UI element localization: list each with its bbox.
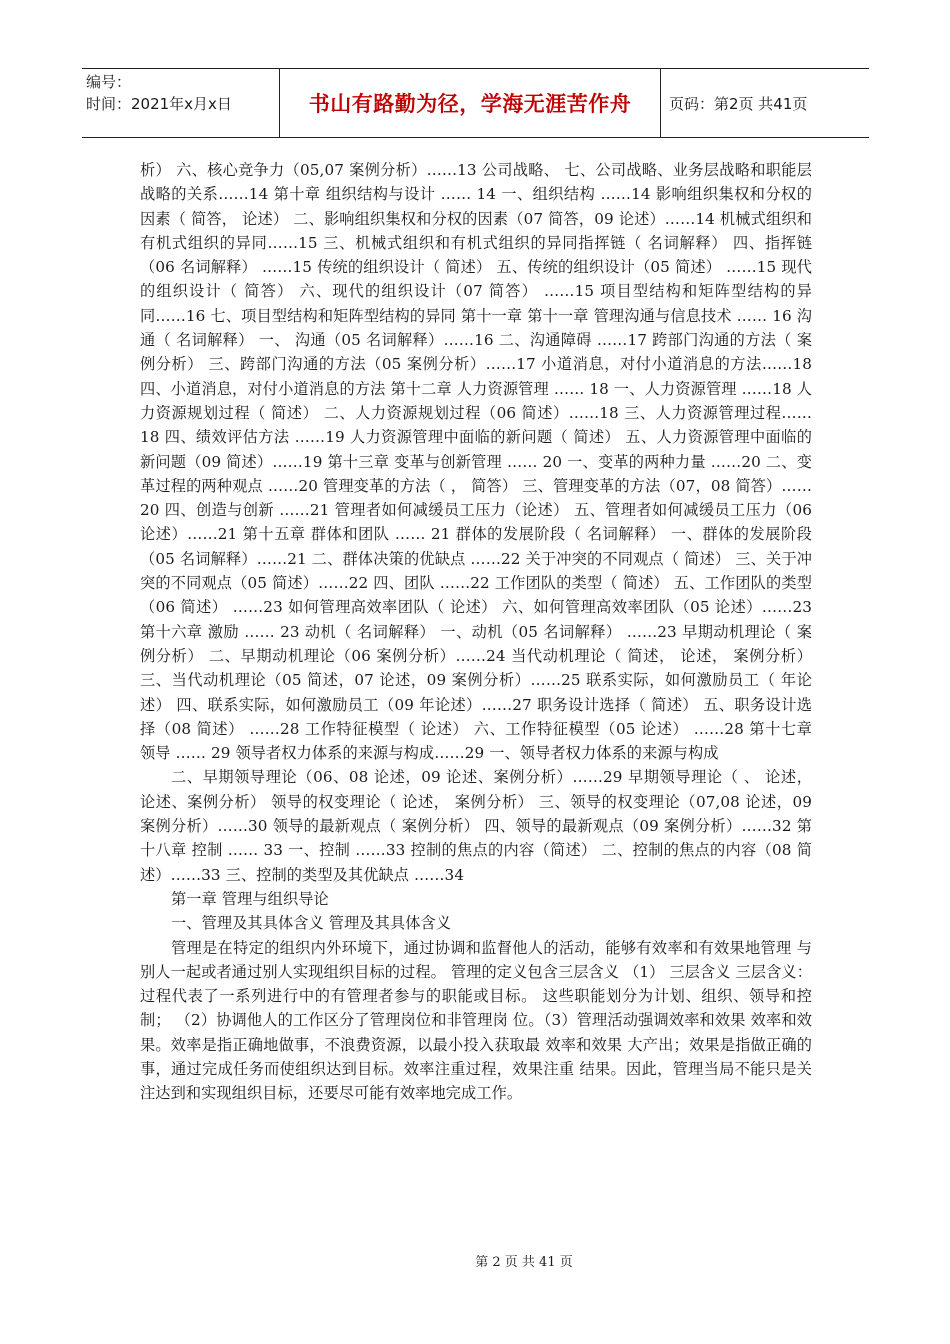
chapter-title: 第一章 管理与组织导论 (171, 889, 329, 908)
toc-paragraph: 二、早期领导理论（06、08 论述，09 论述、案例分析）……29 早期领导理论（ 、 论述， 论述、案例分析） 领导的权变理论（ 论述， 案例分析） 三、领导的权变理论（07,08 论述，09 案例分析）……30 领导的最新观点（ 案例分析） 四、领导的最新观点（09 案例分析）……32 第十八章 控制 …… 33 一、控制 ……33 控制的焦点的内容（简述） 二、控制的焦点的内容（08 简述）……33 三、控制的类型及其优缺点 ……34 (140, 768, 812, 884)
body-paragraph: 管理是在特定的组织内外环境下，通过协调和监督他人的活动，能够有效率和有效果地管理 与别人一起或者通过别人实现组织目标的过程。 管理的定义包含三层含义 （1） 三层含义 三层含义： 过程代表了一系列进行中的有管理者参与的职能或目标。 这些职能划分为计划、组织、领导和控制； （2）协调他人的工作区分了管理岗位和非管理岗 位。（3）管理活动强调效率和效果 效率和效果。效率是指正确地做事，不浪费资源，以最小投入获取最 效率和效果 大产出；效果是指做正确的事，通过完成任务而使组织达到目标。效率注重过程，效果注重 结果。因此，管理当局不能只是关注达到和实现组织目标，还要尽可能有效率地完成工作。 (140, 938, 812, 1103)
footer-page-number: 第 2 页 共 41 页 (475, 1255, 573, 1270)
page-footer (0, 1251, 950, 1270)
page-header (82, 68, 869, 138)
header-motto: 书山有路勤为径，学海无涯苦作舟 (280, 69, 661, 137)
header-meta (82, 69, 280, 137)
document-body (140, 158, 812, 1106)
document-date-label: 时间：2021年x月x日 (86, 95, 232, 113)
header-page-number: 页码：第2页 共41页 (669, 94, 808, 113)
section-title: 一、管理及其具体含义 管理及其具体含义 (171, 914, 452, 933)
document-number-label: 编号： (86, 73, 132, 91)
toc-paragraph: 析） 六、核心竞争力（05,07 案例分析）……13 公司战略、 七、公司战略、业务层战略和职能层战略的关系……14 第十章 组织结构与设计 …… 14 一、组织结构 ……14 影响组织集权和分权的因素（ 简答， 论述） 二、影响组织集权和分权的因素（07 简答，09 论述）……14 机械式组织和有机式组织的异同……15 三、机械式组织和有机式组织的异同指挥链（ 名词解释） 四、指挥链（06 名词解释） ……15 传统的组织设计（ 简述） 五、传统的组织设计（05 简述） ……15 现代的组织设计（ 简答） 六、现代的组织设计（07 简答） ……15 项目型结构和矩阵型结构的异同……16 七、项目型结构和矩阵型结构的异同 第十一章 第十一章 管理沟通与信息技术 …… 16 沟通（ 名词解释） 一、 沟通（05 名词解释）……16 二、沟通障碍 ……17 跨部门沟通的方法（ 案例分析） 三、跨部门沟通的方法（05 案例分析）……17 小道消息，对付小道消息的方法……18 四、小道消息，对付小道消息的方法 第十二章 人力资源管理 …… 18 一、人力资源管理 ……18 人力资源规划过程（ 简述） 二、人力资源规划过程（06 简述）……18 三、人力资源管理过程……18 四、绩效评估方法 ……19 人力资源管理中面临的新问题（ 简述） 五、人力资源管理中面临的新问题（09 简述）……19 第十三章 变革与创新管理 …… 20 一、变革的两种力量 ……20 二、变革过程的两种观点 ……20 管理变革的方法（ ， 简答） 三、管理变革的方法（07，08 简答）……20 四、创造与创新 ……21 管理者如何减缓员工压力（论述） 五、管理者如何减缓员工压力（06 论述）……21 第十五章 群体和团队 …… 21 群体的发展阶段（ 名词解释） 一、群体的发展阶段（05 名词解释）……21 二、群体决策的优缺点 ……22 关于冲突的不同观点（ 简述） 三、关于冲突的不同观点（05 简述）……22 四、团队 ……22 工作团队的类型（ 简述） 五、工作团队的类型（06 简述） ……23 如何管理高效率团队（ 论述） 六、如何管理高效率团队（05 论述）……23 第十六章 激励 …… 23 动机（ 名词解释） 一、动机（05 名词解释） ……23 早期动机理论（ 案例分析） 二、早期动机理论（06 案例分析）……24 当代动机理论（ 简述， 论述， 案例分析） 三、当代动机理论（05 简述，07 论述，09 案例分析）……25 联系实际，如何激励员工（ 年论述） 四、联系实际，如何激励员工（09 年论述）……27 职务设计选择（ 简述） 五、职务设计选择（08 简述） ……28 工作特征模型（ 论述） 六、工作特征模型（05 论述） ……28 第十七章 领导 …… 29 领导者权力体系的来源与构成……29 一、领导者权力体系的来源与构成 (140, 161, 812, 763)
